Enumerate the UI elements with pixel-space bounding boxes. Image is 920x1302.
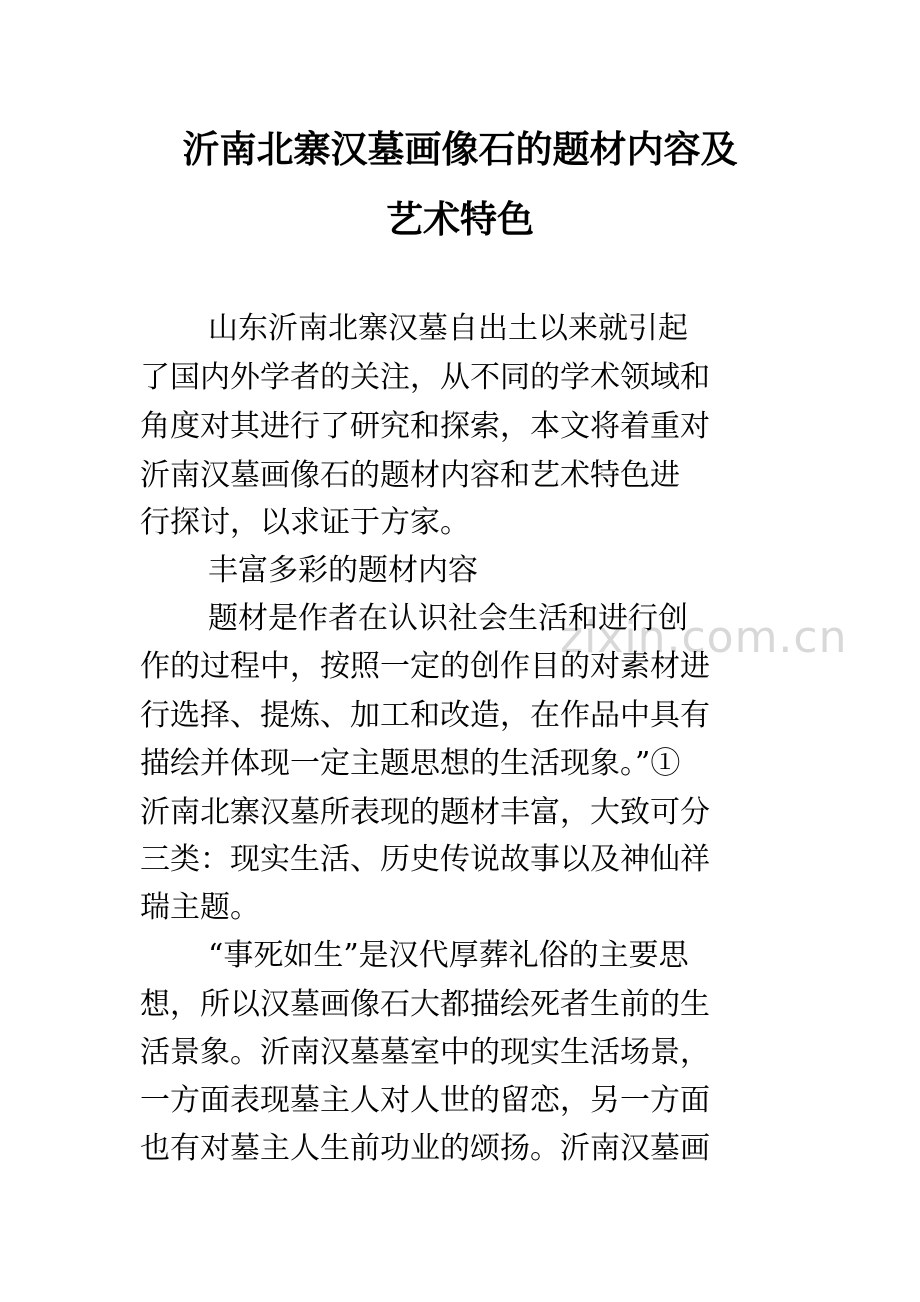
body-line: 瑞主题。	[140, 890, 260, 925]
body-line: 沂南北寨汉墓所表现的题材丰富，大致可分	[140, 795, 710, 830]
body-line: 作的过程中，按照一定的创作目的对素材进	[140, 649, 710, 684]
body-line: 三类：现实生活、历史传说故事以及神仙祥	[140, 842, 710, 877]
section-heading: 丰富多彩的题材内容	[208, 553, 478, 588]
body-line: 也有对墓主人生前功业的颂扬。沂南汉墓画	[140, 1131, 710, 1166]
body-line: 行探讨，以求证于方家。	[140, 505, 470, 540]
body-line: 行选择、提炼、加工和改造，在作品中具有	[140, 698, 710, 733]
body-line: 想，所以汉墓画像石大都描绘死者生前的生	[140, 987, 710, 1022]
watermark: zixin.com.cn	[560, 612, 848, 663]
body-line: 沂南汉墓画像石的题材内容和艺术特色进	[140, 458, 680, 493]
document-title-line-1: 沂南北寨汉墓画像石的题材内容及	[182, 128, 738, 171]
document-title-line-2: 艺术特色	[386, 198, 534, 241]
body-line: 题材是作者在认识社会生活和进行创	[208, 601, 688, 636]
body-line: 描绘并体现一定主题思想的生活现象。”①	[140, 746, 681, 781]
body-line: 了国内外学者的关注，从不同的学术领域和	[140, 360, 710, 395]
body-line: 山东沂南北寨汉墓自出土以来就引起	[208, 311, 688, 346]
body-line: 一方面表现墓主人对人世的留恋，另一方面	[140, 1083, 710, 1118]
body-line: 活景象。沂南汉墓墓室中的现实生活场景，	[140, 1035, 710, 1070]
body-line: 角度对其进行了研究和探索，本文将着重对	[140, 409, 710, 444]
body-line: “事死如生”是汉代厚葬礼俗的主要思	[208, 938, 689, 973]
